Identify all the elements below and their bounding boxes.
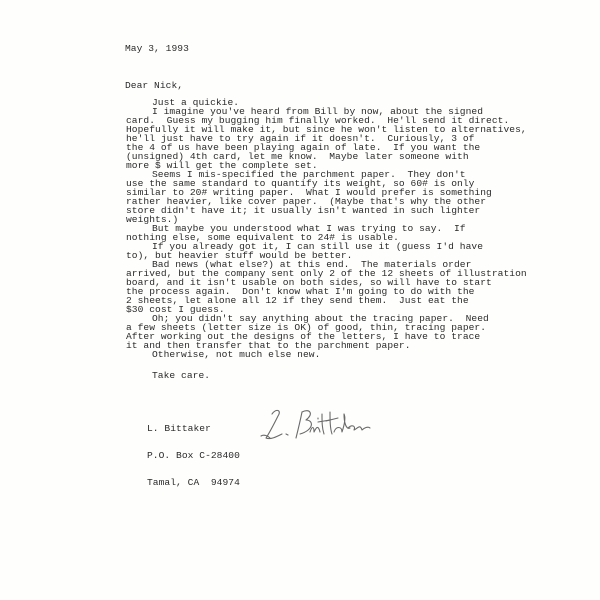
letter-body-line: similar to 20# writing paper. What I would prefer is something bbox=[126, 187, 492, 198]
letter-body-line: Otherwise, not much else new. bbox=[152, 349, 321, 360]
letter-date: May 3, 1993 bbox=[125, 43, 189, 54]
letter-body-line: the process again. Don't know what I'm going to do with the bbox=[126, 286, 475, 297]
letter-body-line: nothing else, some equivalent to 24# is usable. bbox=[126, 232, 399, 243]
letter-body-line: Oh; you didn't say anything about the tracing paper. Need bbox=[152, 313, 489, 324]
letter-body-line: more $ will get the complete set. bbox=[126, 160, 318, 171]
letter-body-line: use the same standard to quantify its weight, so 60# is only bbox=[126, 178, 475, 189]
letter-body-line: Hopefully it will make it, but since he won't listen to alternatives, bbox=[126, 124, 527, 135]
letter-body-line: store didn't have it; it usually isn't wanted in such lighter bbox=[126, 205, 481, 216]
sender-address-block bbox=[147, 406, 240, 505]
letter-body-line: arrived, but the company sent only 2 of the 12 sheets of illustration bbox=[126, 268, 527, 279]
sender-name: L. Bittaker bbox=[147, 423, 211, 434]
letter-body-line: I imagine you've heard from Bill by now, about the signed bbox=[152, 106, 484, 117]
letter-salutation: Dear Nick, bbox=[125, 80, 184, 91]
letter-body-line: card. Guess my bugging him finally worked. He'll send it direct. bbox=[126, 115, 510, 126]
letter-body-line: Just a quickie. bbox=[152, 97, 240, 108]
handwritten-signature-icon bbox=[258, 404, 373, 446]
letter-body-line: (unsigned) 4th card, let me know. Maybe later someone with bbox=[126, 151, 469, 162]
letter-body-line: he'll just have to try again if it doesn't. Curiously, 3 of bbox=[126, 133, 475, 144]
letter-body-line: the 4 of us have been playing again of late. If you want the bbox=[126, 142, 481, 153]
letter-body-line: $30 cost I guess. bbox=[126, 304, 225, 315]
letter-body-line: rather heavier, like cover paper. (Maybe that's why the other bbox=[126, 196, 487, 207]
letter-closing: Take care. bbox=[152, 370, 211, 381]
letter-body-line: If you already got it, I can still use it (guess I'd have bbox=[152, 241, 484, 252]
letter-body-line: But maybe you understood what I was trying to say. If bbox=[152, 223, 466, 234]
letter-body bbox=[126, 98, 527, 359]
letter-body-line: a few sheets (letter size is OK) of good, thin, tracing paper. bbox=[126, 322, 487, 333]
sender-address-line2: Tamal, CA 94974 bbox=[147, 477, 240, 488]
letter-body-line: Bad news (what else?) at this end. The materials order bbox=[152, 259, 472, 270]
letter-body-line: it and then transfer that to the parchment paper. bbox=[126, 340, 411, 351]
letter-body-line: 2 sheets, let alone all 12 if they send them. Just eat the bbox=[126, 295, 469, 306]
sender-address-line1: P.O. Box C-28400 bbox=[147, 450, 240, 461]
letter-body-line: board, and it isn't usable on both sides, so will have to start bbox=[126, 277, 492, 288]
letter-body-line: to), but heavier stuff would be better. bbox=[126, 250, 353, 261]
letter-body-line: weights.) bbox=[126, 214, 179, 225]
letter-body-line: Seems I mis-specified the parchment paper. They don't bbox=[152, 169, 466, 180]
letter-body-line: After working out the designs of the letters, I have to trace bbox=[126, 331, 481, 342]
